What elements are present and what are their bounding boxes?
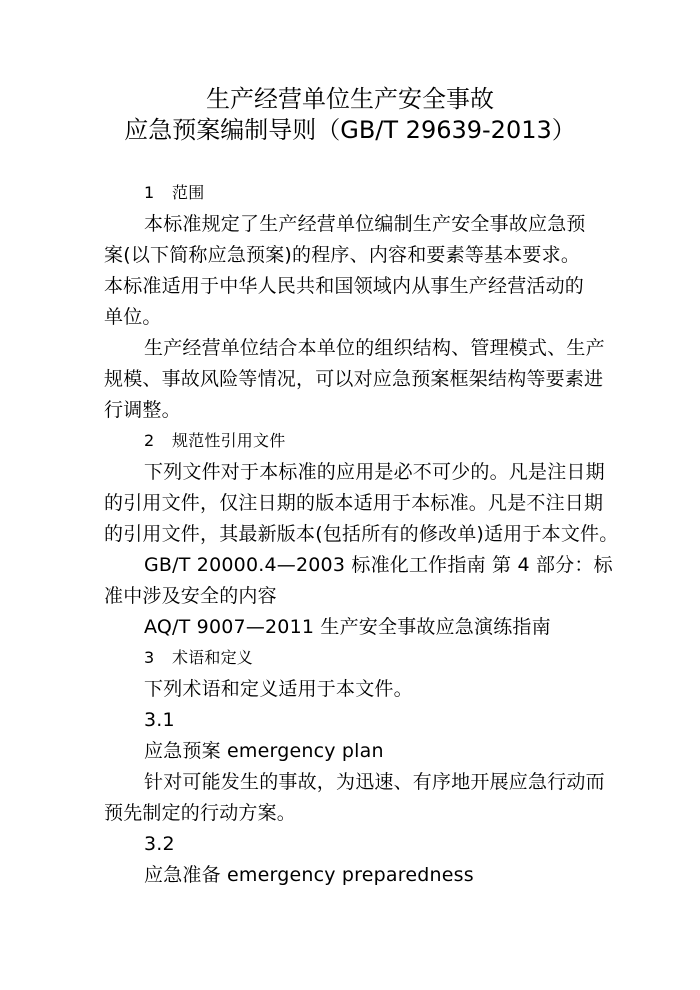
reference-1-line-2: 准中涉及安全的内容 <box>104 585 277 607</box>
section-2-paragraph-1-line-2: 的引用文件，仅注日期的版本适用于本标准。凡是不注日期 <box>104 492 604 514</box>
section-3-intro: 下列术语和定义适用于本文件。 <box>144 678 413 700</box>
reference-1-line-1: GB/T 20000.4—2003 标准化工作指南 第 4 部分：标 <box>144 554 613 576</box>
section-1-title: 范围 <box>172 183 205 202</box>
section-1-paragraph-1-line-2: 案(以下简称应急预案)的程序、内容和要素等基本要求。 <box>104 244 581 266</box>
document-title-line-2: 应急预案编制导则（GB/T 29639-2013） <box>124 116 576 144</box>
section-2-title: 规范性引用文件 <box>172 431 286 450</box>
section-2-heading <box>144 429 644 453</box>
section-1-paragraph-2-line-2: 单位。 <box>104 306 162 328</box>
section-3-title: 术语和定义 <box>172 648 254 667</box>
term-2-name: 应急准备 emergency preparedness <box>144 864 474 886</box>
section-1-heading <box>144 181 644 205</box>
section-3-heading <box>144 646 644 670</box>
section-2-number: 2 <box>144 431 155 450</box>
section-1-paragraph-1-line-1: 本标准规定了生产经营单位编制生产安全事故应急预 <box>144 213 586 235</box>
reference-2: AQ/T 9007—2011 生产安全事故应急演练指南 <box>144 616 551 638</box>
term-1-number: 3.1 <box>144 709 175 731</box>
term-1-definition-line-1: 针对可能发生的事故，为迅速、有序地开展应急行动而 <box>144 771 605 793</box>
section-1-paragraph-2-line-1: 本标准适用于中华人民共和国领域内从事生产经营活动的 <box>104 275 585 297</box>
section-3-number: 3 <box>144 648 155 667</box>
term-2-number: 3.2 <box>144 833 175 855</box>
document-title-line-1: 生产经营单位生产安全事故 <box>206 85 494 113</box>
section-2-paragraph-1-line-1: 下列文件对于本标准的应用是必不可少的。凡是注日期 <box>144 461 605 483</box>
section-1-paragraph-3-line-3: 行调整。 <box>104 399 181 421</box>
section-1-paragraph-3-line-2: 规模、事故风险等情况，可以对应急预案框架结构等要素进 <box>104 368 604 390</box>
term-1-name: 应急预案 emergency plan <box>144 740 384 762</box>
section-1-number: 1 <box>144 183 155 202</box>
section-1-paragraph-3-line-1: 生产经营单位结合本单位的组织结构、管理模式、生产 <box>144 337 605 359</box>
section-2-paragraph-1-line-3: 的引用文件，其最新版本(包括所有的修改单)适用于本文件。 <box>104 523 619 545</box>
term-1-definition-line-2: 预先制定的行动方案。 <box>104 802 297 824</box>
